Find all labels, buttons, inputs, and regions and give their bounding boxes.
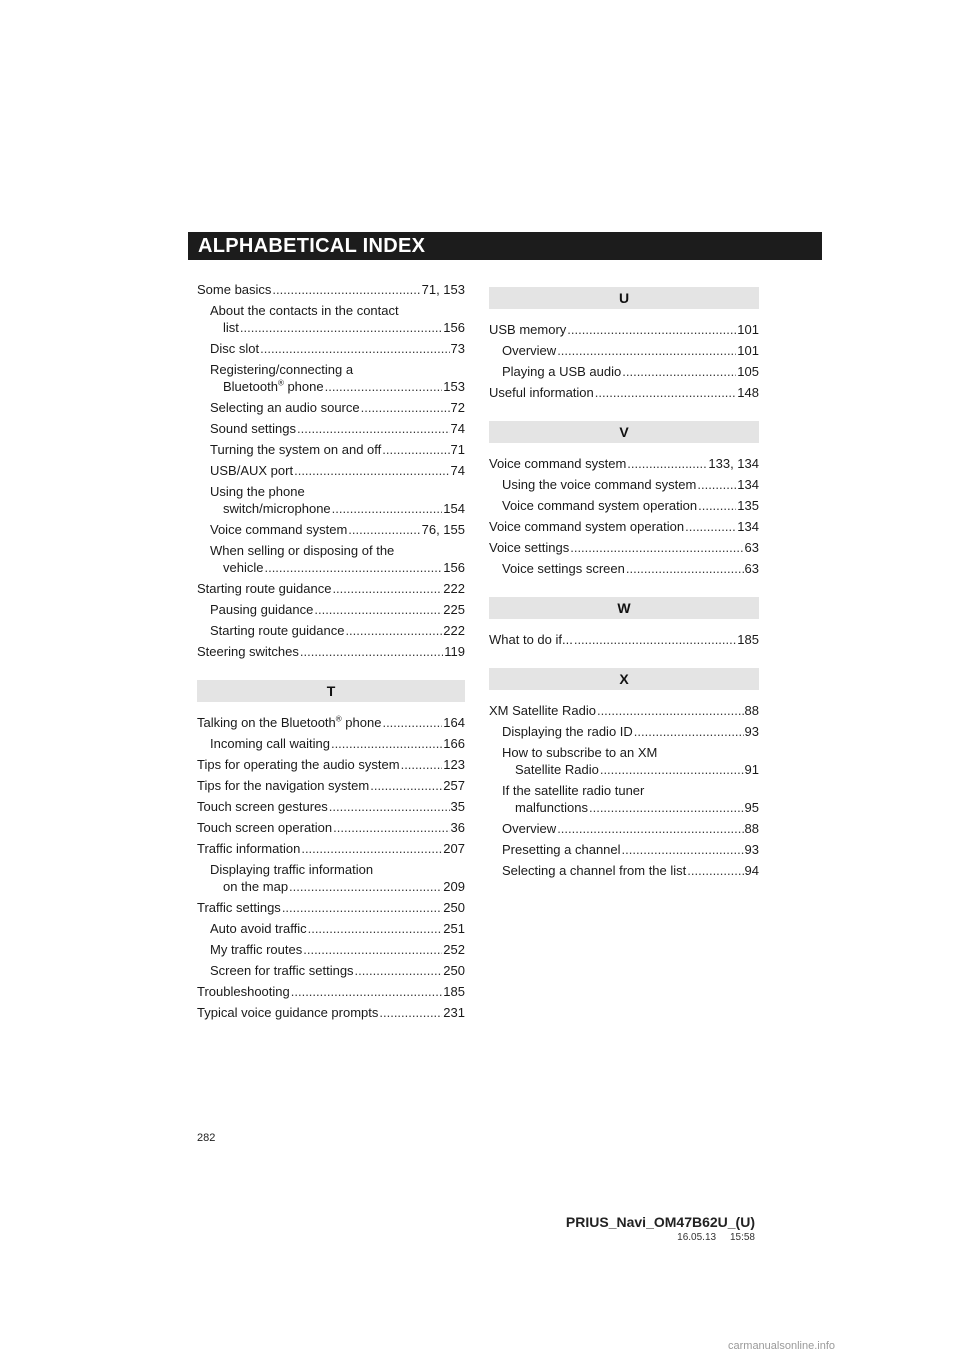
index-subentry [489, 342, 759, 359]
entry-page: 166 [443, 736, 465, 751]
entry-page: 251 [443, 921, 465, 936]
entry-page: 35 [450, 799, 465, 814]
entry-page: 91 [744, 762, 759, 777]
entry-page: 207 [443, 841, 465, 856]
entry-page: 164 [443, 715, 465, 730]
entry-text: Pausing guidance [210, 602, 314, 617]
entry-text: Voice settings [489, 540, 570, 555]
index-entry [489, 702, 759, 719]
entry-text: Starting route guidance [197, 581, 332, 596]
index-subentry [197, 399, 465, 416]
entry-text: Voice command system [489, 456, 627, 471]
index-subentry [489, 723, 759, 740]
entry-text: Typical voice guidance prompts [197, 1005, 379, 1020]
entry-text: switch/microphone [223, 501, 331, 516]
entry-text: My traffic routes [210, 942, 303, 957]
entry-page: 134 [737, 477, 759, 492]
entry-text-line1: About the contacts in the contact [210, 303, 399, 318]
entry-page: 154 [443, 501, 465, 516]
index-subentry [489, 476, 759, 493]
entry-text-line1: If the satellite radio tuner [502, 783, 645, 798]
index-entry [197, 580, 465, 597]
index-subentry [197, 340, 465, 357]
entry-text: Some basics [197, 282, 272, 297]
entry-page: 73 [450, 341, 465, 356]
entry-text-line1: Displaying traffic information [210, 862, 374, 877]
index-subentry [197, 483, 465, 517]
entry-page: 74 [450, 463, 465, 478]
index-column-right [489, 287, 759, 883]
entry-page: 134 [737, 519, 759, 534]
registered-mark: ® [335, 714, 342, 724]
entry-text: Steering switches [197, 644, 299, 659]
entry-text: USB/AUX port [210, 463, 294, 478]
entry-page: 88 [744, 703, 759, 718]
entry-text: What to do if... [489, 632, 573, 647]
entry-text: Overview [502, 821, 557, 836]
index-subentry [197, 361, 465, 395]
letter-heading-u: U [489, 287, 759, 309]
index-entry [197, 281, 465, 298]
entry-text-line1: Registering/connecting a [210, 362, 354, 377]
entry-page: 119 [444, 644, 465, 659]
entry-page: 135 [737, 498, 759, 513]
entry-text-line1: Using the phone [210, 484, 305, 499]
entry-page: 63 [744, 540, 759, 555]
entry-text: Starting route guidance [210, 623, 345, 638]
index-entry [197, 1004, 465, 1021]
entry-text: Troubleshooting [197, 984, 290, 999]
index-subentry [489, 363, 759, 380]
print-timestamp: 16.05.13 15:58 [677, 1232, 755, 1243]
index-entry [197, 756, 465, 773]
entry-page: 222 [443, 623, 465, 638]
entry-page: 222 [443, 581, 465, 596]
entry-page: 231 [443, 1005, 465, 1020]
index-entry [489, 384, 759, 401]
index-entry [197, 983, 465, 1000]
entry-text: Tips for the navigation system [197, 778, 370, 793]
index-entry [197, 899, 465, 916]
document-code: PRIUS_Navi_OM47B62U_(U) [565, 1214, 755, 1230]
entry-text: Voice settings screen [502, 561, 625, 576]
index-subentry [197, 441, 465, 458]
entry-page: 185 [737, 632, 759, 647]
entry-text: Auto avoid traffic [210, 921, 307, 936]
index-entry [489, 321, 759, 338]
entry-page: 250 [443, 900, 465, 915]
entry-page: 156 [443, 320, 465, 335]
index-column-left [197, 281, 465, 1025]
entry-page: 209 [443, 879, 465, 894]
index-entry [197, 714, 465, 731]
index-subentry [489, 841, 759, 858]
index-subentry [197, 920, 465, 937]
entry-page: 71, 153 [421, 282, 465, 297]
entry-text: Talking on the Bluetooth® phone [197, 714, 382, 730]
entry-page: 76, 155 [421, 522, 465, 537]
entry-page: 72 [450, 400, 465, 415]
entry-text: Traffic information [197, 841, 301, 856]
site-watermark: carmanualsonline.info [728, 1340, 836, 1352]
entry-text: Voice command system [210, 522, 348, 537]
index-subentry [489, 820, 759, 837]
entry-page: 250 [443, 963, 465, 978]
entry-text: Incoming call waiting [210, 736, 330, 751]
index-subentry [197, 521, 465, 538]
entry-text: Selecting an audio source [210, 400, 360, 415]
entry-text: malfunctions [515, 800, 588, 815]
entry-text: Playing a USB audio [502, 364, 622, 379]
index-subentry [197, 962, 465, 979]
index-subentry [197, 601, 465, 618]
index-subentry [197, 941, 465, 958]
index-entry [197, 840, 465, 857]
entry-text: Satellite Radio [515, 762, 599, 777]
index-entry [197, 643, 465, 660]
entry-page: 71 [450, 442, 465, 457]
index-subentry [489, 744, 759, 778]
entry-text: Bluetooth® phone [223, 378, 324, 394]
entry-text: Disc slot [210, 341, 260, 356]
entry-page: 105 [737, 364, 759, 379]
letter-heading-w: W [489, 597, 759, 619]
entry-page: 156 [443, 560, 465, 575]
section-header [188, 232, 822, 260]
entry-text: Presetting a channel [502, 842, 621, 857]
entry-text: Displaying the radio ID [502, 724, 633, 739]
entry-text: Touch screen gestures [197, 799, 328, 814]
entry-page: 148 [737, 385, 759, 400]
entry-text: Traffic settings [197, 900, 281, 915]
index-subentry [197, 735, 465, 752]
entry-page: 257 [443, 778, 465, 793]
index-subentry [489, 497, 759, 514]
entry-text: Voice command system operation [502, 498, 698, 513]
entry-text: Selecting a channel from the list [502, 863, 687, 878]
entry-text: Screen for traffic settings [210, 963, 354, 978]
entry-page: 101 [737, 343, 759, 358]
section-title: ALPHABETICAL INDEX [198, 235, 426, 257]
entry-text: Turning the system on and off [210, 442, 382, 457]
index-entry [197, 777, 465, 794]
index-entry [489, 631, 759, 648]
index-entry [489, 455, 759, 472]
index-subentry [197, 622, 465, 639]
index-entry [489, 518, 759, 535]
index-entry [197, 819, 465, 836]
page-number: 282 [197, 1132, 216, 1144]
entry-page: 95 [744, 800, 759, 815]
entry-text: Touch screen operation [197, 820, 333, 835]
entry-text: list [223, 320, 239, 335]
entry-text: Useful information [489, 385, 594, 400]
letter-heading-t: T [197, 680, 465, 702]
entry-text-line1: How to subscribe to an XM [502, 745, 658, 760]
index-subentry [197, 420, 465, 437]
index-subentry [489, 862, 759, 879]
registered-mark: ® [277, 378, 284, 388]
entry-page: 74 [450, 421, 465, 436]
index-subentry [197, 302, 465, 336]
entry-text: Using the voice command system [502, 477, 697, 492]
letter-heading-x: X [489, 668, 759, 690]
entry-text: Overview [502, 343, 557, 358]
index-entry [489, 539, 759, 556]
index-subentry [489, 782, 759, 816]
entry-page: 133, 134 [708, 456, 759, 471]
entry-text: on the map [223, 879, 289, 894]
entry-page: 88 [744, 821, 759, 836]
entry-text: XM Satellite Radio [489, 703, 596, 718]
entry-text: Tips for operating the audio system [197, 757, 400, 772]
entry-text: USB memory [489, 322, 567, 337]
entry-page: 36 [450, 820, 465, 835]
entry-page: 225 [443, 602, 465, 617]
entry-page: 63 [744, 561, 759, 576]
entry-text: vehicle [223, 560, 264, 575]
index-subentry [197, 542, 465, 576]
entry-page: 94 [744, 863, 759, 878]
index-subentry [197, 462, 465, 479]
entry-page: 123 [443, 757, 465, 772]
entry-text: Voice command system operation [489, 519, 685, 534]
entry-page: 252 [443, 942, 465, 957]
index-subentry [197, 861, 465, 895]
entry-page: 101 [737, 322, 759, 337]
entry-page: 93 [744, 724, 759, 739]
entry-text: Sound settings [210, 421, 297, 436]
entry-text-line1: When selling or disposing of the [210, 543, 395, 558]
index-subentry [489, 560, 759, 577]
letter-heading-v: V [489, 421, 759, 443]
index-entry [197, 798, 465, 815]
entry-page: 185 [443, 984, 465, 999]
entry-page: 93 [744, 842, 759, 857]
entry-page: 153 [443, 379, 465, 394]
